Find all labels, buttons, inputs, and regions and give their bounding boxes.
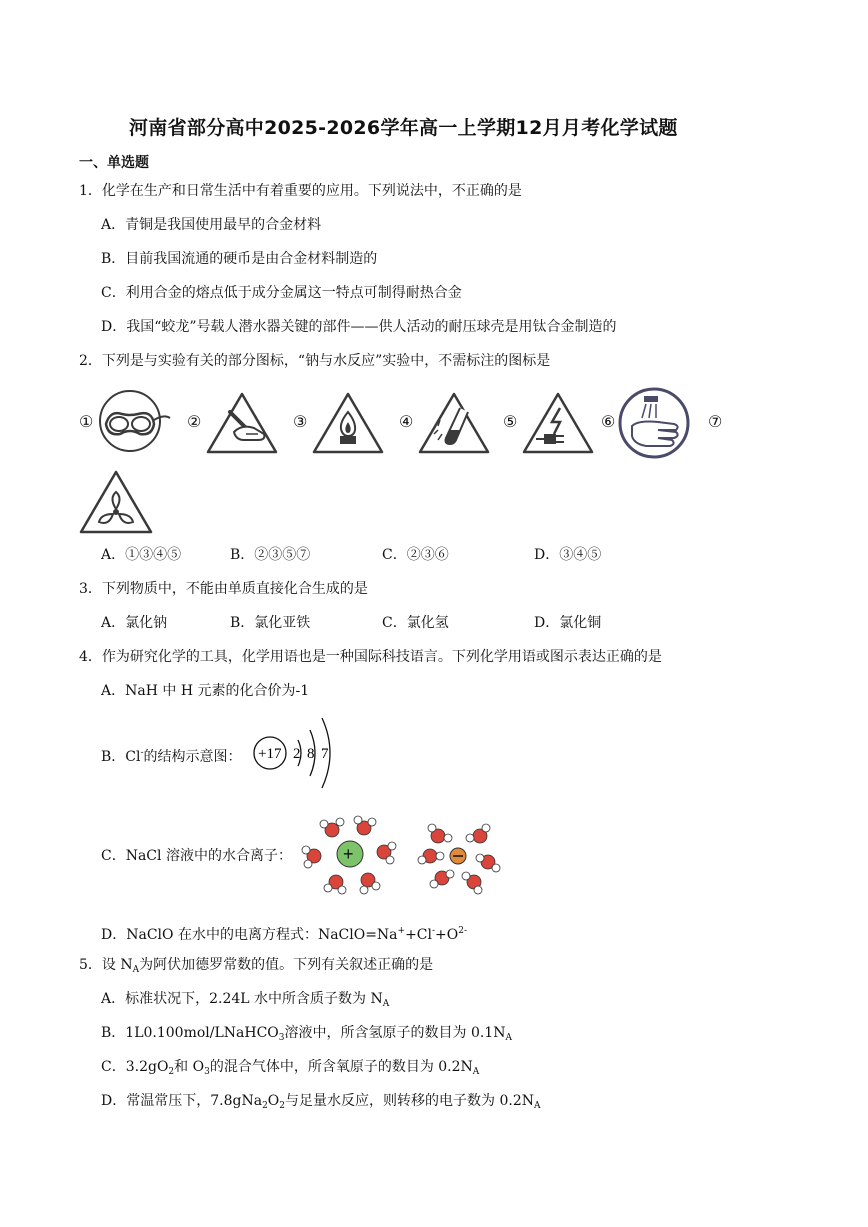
chloride-charge: - bbox=[140, 748, 144, 758]
shell-electrons-3: 7 bbox=[321, 746, 329, 762]
q5-d-text-3: 与足量水反应，则转移的电子数为 0.2N bbox=[285, 1093, 534, 1109]
q5-c-text-2: 和 O bbox=[174, 1059, 205, 1075]
q4-d-sup-3: 2- bbox=[458, 926, 468, 936]
q4-option-c: C．NaCl 溶液中的水合离子： bbox=[101, 848, 292, 864]
q4-d-sup-2: - bbox=[432, 926, 436, 936]
nucleus-charge: +17 bbox=[258, 746, 282, 762]
q5-d-sub-1: 2 bbox=[262, 1101, 268, 1111]
svg-text:+: + bbox=[343, 844, 354, 864]
q4-stem: 4．作为研究化学的工具，化学用语也是一种国际科技语言。下列化学用语或图示表达正确的是 bbox=[79, 649, 662, 665]
q5-c-sub-2: 3 bbox=[204, 1067, 210, 1077]
q2-option-b: B．②③⑤⑦ bbox=[230, 547, 311, 563]
q4-option-d bbox=[101, 921, 467, 945]
q5-stem-sub: A bbox=[132, 965, 140, 975]
icon-number-6: ⑥ bbox=[601, 412, 616, 431]
q5-c-sub-1: 2 bbox=[168, 1067, 175, 1077]
q2-stem: 2．下列是与实验有关的部分图标，“钠与水反应”实验中，不需标注的图标是 bbox=[79, 353, 551, 369]
q5-d-sub-2: 2 bbox=[279, 1101, 286, 1111]
q3-option-c: C．氯化氢 bbox=[382, 615, 449, 631]
ventilation-fan-icon bbox=[77, 468, 155, 536]
q4-option-b-prefix: B．Cl bbox=[101, 749, 141, 765]
q4-d-sup-1: + bbox=[397, 926, 406, 936]
q1-option-a: A．青铜是我国使用最早的合金材料 bbox=[101, 217, 322, 233]
atomic-structure-diagram bbox=[250, 710, 360, 798]
q4-d-text-3: +O bbox=[435, 927, 459, 943]
q5-option-d bbox=[101, 1091, 540, 1116]
q4-option-b bbox=[101, 743, 242, 767]
q5-a-text: A．标准状况下，2.24L 水中所含质子数为 N bbox=[101, 991, 383, 1007]
q4-option-b-suffix: 的结构示意图： bbox=[143, 749, 242, 765]
icon-number-5: ⑤ bbox=[503, 412, 518, 431]
q5-c-sub-3: A bbox=[472, 1067, 480, 1077]
q4-option-a: A．NaH 中 H 元素的化合价为-1 bbox=[101, 683, 310, 699]
q5-b-text-2: 溶液中，所含氢原子的数目为 0.1N bbox=[284, 1025, 506, 1041]
q2-option-d: D．③④⑤ bbox=[534, 547, 602, 563]
goggles-icon bbox=[96, 388, 172, 454]
electric-plug-icon bbox=[520, 390, 596, 456]
q5-stem-prefix: 5．设 N bbox=[79, 957, 133, 973]
q5-c-text-3: 的混合气体中，所含氧原子的数目为 0.2N bbox=[209, 1059, 473, 1075]
icon-number-4: ④ bbox=[399, 412, 414, 431]
q1-option-b: B．目前我国流通的硬币是由合金材料制造的 bbox=[101, 251, 378, 267]
q3-option-d: D．氯化铜 bbox=[534, 615, 602, 631]
q4-d-text-1: D．NaClO 在水中的电离方程式：NaClO=Na bbox=[101, 927, 398, 943]
icon-number-1: ① bbox=[79, 412, 94, 431]
q5-option-c bbox=[101, 1057, 479, 1082]
q5-b-text-1: B．1L0.100mol/LNaHCO bbox=[101, 1025, 279, 1041]
q1-stem: 1．化学在生产和日常生活中有着重要的应用。下列说法中，不正确的是 bbox=[79, 183, 522, 199]
q5-d-text-2: O bbox=[267, 1093, 280, 1109]
q5-c-text-1: C．3.2gO bbox=[101, 1059, 169, 1075]
q5-option-b bbox=[101, 1023, 512, 1048]
q5-a-sub: A bbox=[382, 999, 390, 1009]
q5-stem-suffix: 为阿伏加德罗常数的值。下列有关叙述正确的是 bbox=[139, 957, 434, 973]
q2-option-c: C．②③⑥ bbox=[382, 547, 449, 563]
icon-number-3: ③ bbox=[293, 412, 308, 431]
q5-option-a bbox=[101, 989, 389, 1014]
q3-option-b: B．氯化亚铁 bbox=[230, 615, 311, 631]
sharp-object-icon bbox=[204, 390, 280, 456]
q4-d-text-2: +Cl bbox=[405, 927, 432, 943]
q3-option-a: A．氯化钠 bbox=[101, 615, 168, 631]
q5-d-sub-3: A bbox=[533, 1101, 541, 1111]
shell-electrons-1: 2 bbox=[293, 746, 301, 762]
open-flame-icon bbox=[310, 390, 386, 456]
icon-number-7: ⑦ bbox=[708, 412, 723, 431]
icon-number-2: ② bbox=[187, 412, 202, 431]
q5-b-sub-2: A bbox=[505, 1033, 512, 1043]
hot-test-tube-icon bbox=[416, 390, 492, 456]
q5-b-sub-1: 3 bbox=[278, 1033, 285, 1043]
hydrated-ions-diagram bbox=[298, 810, 508, 900]
shell-electrons-2: 8 bbox=[307, 746, 315, 762]
q5-stem bbox=[79, 955, 433, 980]
section-heading: 一、单选题 bbox=[79, 155, 149, 171]
q5-d-text-1: D．常温常压下，7.8gNa bbox=[101, 1093, 263, 1109]
q1-option-d: D．我国“蛟龙”号载人潜水器关键的部件——供人活动的耐压球壳是用钛合金制造的 bbox=[101, 319, 617, 335]
q1-option-c: C．利用合金的熔点低于成分金属这一特点可制得耐热合金 bbox=[101, 285, 462, 301]
q2-option-a: A．①③④⑤ bbox=[101, 547, 182, 563]
wash-hands-icon bbox=[618, 386, 694, 460]
page-title: 河南省部分高中2025-2026学年高一上学期12月月考化学试题 bbox=[129, 117, 678, 139]
q3-stem: 3．下列物质中，不能由单质直接化合生成的是 bbox=[79, 581, 368, 597]
